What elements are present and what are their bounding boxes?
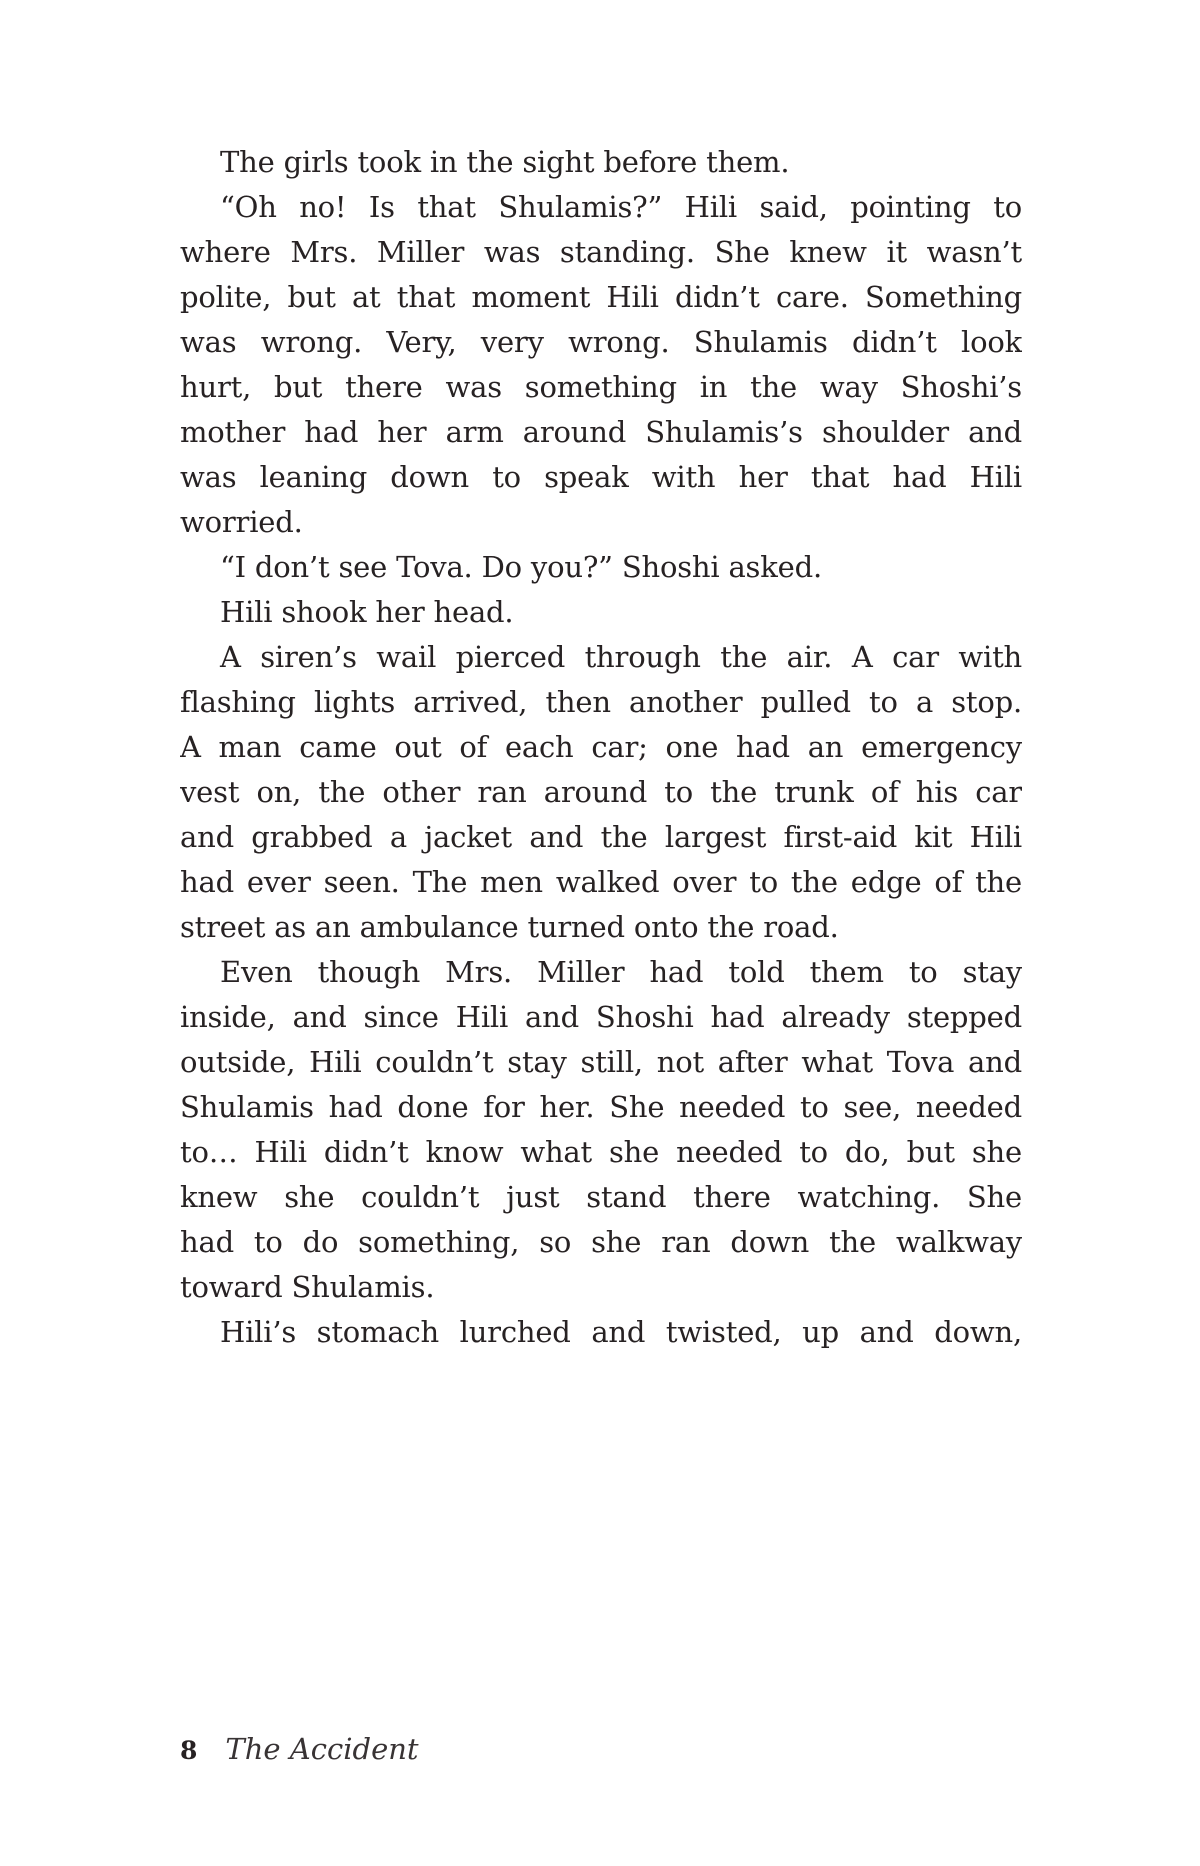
paragraph [180, 635, 1022, 950]
text-line: Hili’s stomach lurched and twisted, up and down, [220, 1315, 1022, 1349]
text-line: was wrong. Very, very wrong. Shulamis didn’t look [180, 325, 1022, 359]
page-footer [180, 1732, 419, 1766]
text-line: inside, and since Hili and Shoshi had already stepped [180, 1000, 1022, 1034]
text-line: “I don’t see Tova. Do you?” Shoshi asked. [220, 550, 822, 584]
text-line: The girls took in the sight before them. [220, 145, 790, 179]
paragraph [180, 950, 1022, 1310]
running-title: The Accident [225, 1732, 419, 1766]
paragraph [180, 545, 1022, 590]
text-line: was leaning down to speak with her that had Hili [180, 460, 1022, 494]
text-line: had ever seen. The men walked over to the edge of the [180, 865, 1022, 899]
text-line: toward Shulamis. [180, 1270, 435, 1304]
text-line: A siren’s wail pierced through the air. A car with [220, 640, 1022, 674]
paragraph [180, 1310, 1022, 1355]
paragraph [180, 185, 1022, 545]
text-line: polite, but at that moment Hili didn’t care. Something [180, 280, 1022, 314]
text-line: “Oh no! Is that Shulamis?” Hili said, pointing to [220, 190, 1022, 224]
text-line: mother had her arm around Shulamis’s shoulder and [180, 415, 1022, 449]
text-line: worried. [180, 505, 303, 539]
text-line: knew she couldn’t just stand there watching. She [180, 1180, 1022, 1214]
text-line: and grabbed a jacket and the largest first-aid kit Hili [180, 820, 1022, 854]
text-line: Shulamis had done for her. She needed to see, needed [180, 1090, 1022, 1124]
text-line: street as an ambulance turned onto the road. [180, 910, 839, 944]
text-line: A man came out of each car; one had an emergency [180, 730, 1022, 764]
text-line: where Mrs. Miller was standing. She knew it wasn’t [180, 235, 1022, 269]
text-line: outside, Hili couldn’t stay still, not after what Tova and [180, 1045, 1022, 1079]
text-line: hurt, but there was something in the way Shoshi’s [180, 370, 1022, 404]
text-line: had to do something, so she ran down the walkway [180, 1225, 1022, 1259]
text-line: Hili shook her head. [220, 595, 514, 629]
paragraph [180, 590, 1022, 635]
text-line: Even though Mrs. Miller had told them to stay [220, 955, 1022, 989]
text-line: to… Hili didn’t know what she needed to do, but she [180, 1135, 1022, 1169]
text-line: vest on, the other ran around to the trunk of his car [180, 775, 1022, 809]
text-line: flashing lights arrived, then another pulled to a stop. [180, 685, 1022, 719]
text-body [180, 140, 1022, 1355]
page-number: 8 [180, 1736, 198, 1765]
paragraph [180, 140, 1022, 185]
